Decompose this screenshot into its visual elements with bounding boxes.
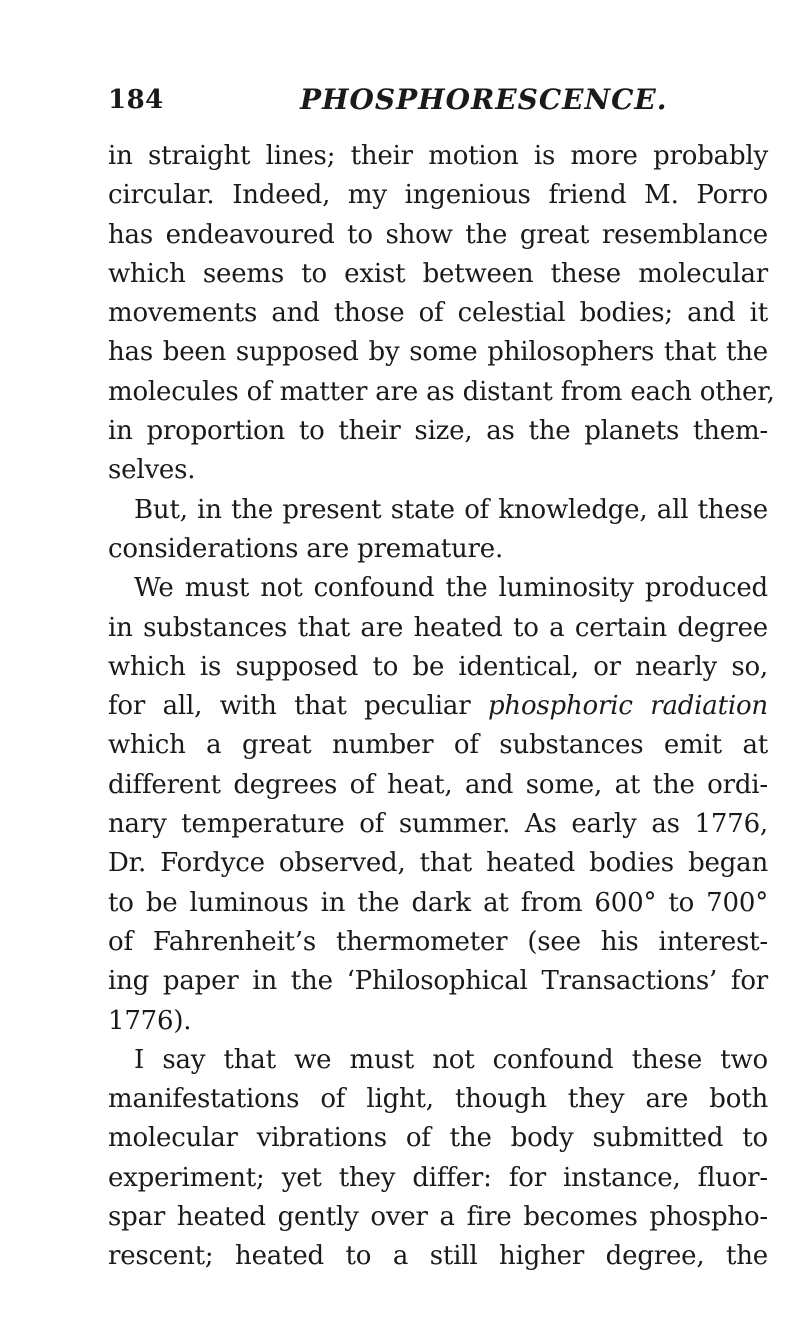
text-line: which a great number of substances emit at <box>108 730 768 761</box>
page-header <box>0 80 800 120</box>
text-line: We must not confound the luminosity produced <box>134 573 768 604</box>
text-line: spar heated gently over a fire becomes phospho- <box>108 1202 768 1233</box>
text-line: which is supposed to be identical, or nearly so, <box>108 651 768 682</box>
text-line: molecular vibrations of the body submitted to <box>108 1123 768 1154</box>
text-line: has endeavoured to show the great resemblance <box>108 219 768 250</box>
text-line: But, in the present state of knowledge, all these <box>134 494 768 525</box>
text-line: ing paper in the ‘Philosophical Transactions’ for <box>108 966 768 997</box>
text-line: experiment; yet they differ: for instance, fluor- <box>108 1162 768 1193</box>
text-line: manifestations of light, though they are both <box>108 1084 768 1115</box>
text-line: in straight lines; their motion is more probably <box>108 141 768 171</box>
text-line: I say that we must not confound these two <box>134 1044 768 1075</box>
text-line: considerations are premature. <box>108 533 504 564</box>
text-line: selves. <box>108 455 196 486</box>
text-line: 1776). <box>108 1005 192 1036</box>
text-segment: for all, with that peculiar <box>108 691 471 722</box>
text-line: to be luminous in the dark at from 600° to 700° <box>108 887 768 918</box>
text-line: in proportion to their size, as the planets them- <box>108 416 768 447</box>
body-text <box>108 137 775 1277</box>
text-line: in substances that are heated to a certain degree <box>108 612 768 643</box>
running-head: PHOSPHORESCENCE. <box>300 83 668 116</box>
italic-phrase: phosphoric radiation <box>487 691 768 722</box>
text-line: which seems to exist between these molecular <box>108 258 768 289</box>
text-line: circular. Indeed, my ingenious friend M. Porro <box>108 180 768 211</box>
text-line: nary temperature of summer. As early as 1776, <box>108 809 768 840</box>
text-line: different degrees of heat, and some, at the ordi- <box>108 769 768 800</box>
text-line: has been supposed by some philosophers that the <box>108 337 768 368</box>
text-line: molecules of matter are as distant from each other, <box>108 376 775 407</box>
page-number: 184 <box>108 85 164 115</box>
text-line: of Fahrenheit’s thermometer (see his interest- <box>108 926 768 957</box>
text-line: Dr. Fordyce observed, that heated bodies began <box>108 848 768 879</box>
text-line: movements and those of celestial bodies; and it <box>108 298 768 329</box>
text-line-with-italic <box>108 687 768 726</box>
text-line: rescent; heated to a still higher degree, the <box>108 1241 768 1272</box>
